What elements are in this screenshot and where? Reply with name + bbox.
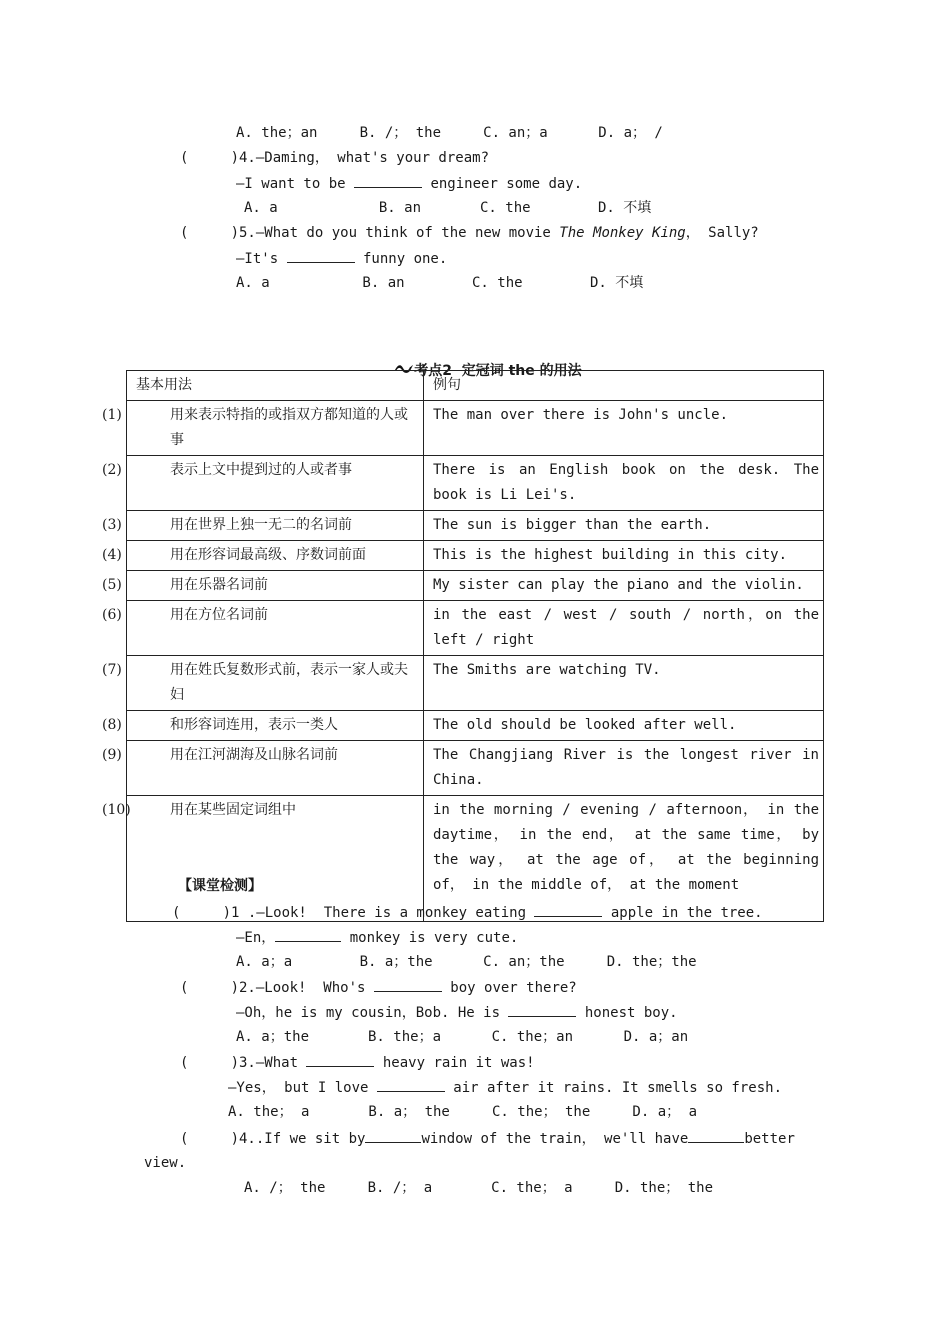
table-header-row [127, 371, 824, 401]
q5-line2: —It's funny one. [236, 248, 447, 269]
example-cell: There is an English book on the desk. The book is Li Lei's. [424, 456, 824, 511]
table-row: (7) 用在姓氏复数形式前，表示一家人或夫妇 The Smiths are watching TV. [127, 656, 824, 711]
check-title: 【课堂检测】 [178, 878, 262, 894]
q5-options: A. a B. an C. the D. 不填 [236, 275, 644, 291]
table-row: (3) 用在世界上独一无二的名词前 The sun is bigger than the earth. [127, 511, 824, 541]
check-q2-blank1[interactable] [374, 977, 442, 992]
the-usage-table [102, 370, 824, 922]
check-q3-stem: ( )3.—What heavy rain it was! [180, 1052, 535, 1073]
check-q4-blank2[interactable] [688, 1128, 744, 1143]
check-q4-stem: ( )4..If we sit by window of the train， we'll have better [180, 1128, 795, 1149]
example-cell: This is the highest building in this city. [424, 541, 824, 571]
check-q3-line2: —Yes， but I love air after it rains. It smells so fresh. [228, 1077, 782, 1098]
table-row: (6) 用在方位名词前 in the east / west / south / north，on the left / right [127, 601, 824, 656]
example-cell: The man over there is John's uncle. [424, 401, 824, 456]
q4-line2: —I want to be engineer some day. [236, 173, 582, 194]
example-cell: The old should be looked after well. [424, 711, 824, 741]
q4-options: A. a B. an C. the D. 不填 [244, 200, 652, 216]
check-q1-stem: ( )1 .—Look! There is a monkey eating apple in the tree. [172, 902, 763, 923]
header-example: 例句 [424, 371, 824, 401]
check-q2-blank2[interactable] [508, 1002, 576, 1017]
example-cell: The sun is bigger than the earth. [424, 511, 824, 541]
table-row: (2) 表示上文中提到过的人或者事 There is an English book on the desk. The book is Li Lei's. [127, 456, 824, 511]
example-cell: in the morning / evening / afternoon， in the daytime， in the end， at the same time， by the way， at the age of， at the beginning of， in the middle of， at the moment [424, 796, 824, 922]
example-cell: The Smiths are watching TV. [424, 656, 824, 711]
table-row: (10) 用在某些固定词组中 in the morning / evening / afternoon， in the daytime， in the end， at the same time， by the way， at the age of， at the beginning of， in the middle of， at the moment [127, 796, 824, 922]
header-usage: 基本用法 [127, 371, 424, 401]
table-row: (9) 用在江河湖海及山脉名词前 The Changjiang River is the longest river in China. [127, 741, 824, 796]
q4-stem: ( )4.—Daming， what's your dream? [180, 150, 490, 166]
check-q3-blank1[interactable] [306, 1052, 374, 1067]
example-cell: in the east / west / south / north，on the left / right [424, 601, 824, 656]
check-q3-blank2[interactable] [377, 1077, 445, 1092]
check-q4-options: A. /； the B. /； a C. the； a D. the； the [244, 1180, 714, 1196]
table-row: (4) 用在形容词最高级、序数词前面 This is the highest building in this city. [127, 541, 824, 571]
check-q2-options: A. a；the B. the；a C. the；an D. a；an [236, 1029, 689, 1045]
section2-heading: 考点2 定冠词 the 的用法 [365, 321, 582, 401]
check-q2-stem: ( )2.—Look! Who's boy over there? [180, 977, 577, 998]
prev-q3-options: A. the；an B. /； the C. an；a D. a； / [236, 125, 663, 141]
q5-blank[interactable] [287, 248, 355, 263]
check-q4-blank1[interactable] [365, 1128, 421, 1143]
table-row: (1) 用来表示特指的或指双方都知道的人或事 The man over there is John's uncle. [127, 401, 824, 456]
check-q1-blank2[interactable] [275, 927, 341, 942]
q4-blank[interactable] [354, 173, 422, 188]
movie-title: The Monkey King [559, 225, 686, 241]
check-q1-blank1[interactable] [534, 902, 602, 917]
q5-stem: ( )5.—What do you think of the new movie The Monkey King， Sally? [180, 225, 759, 241]
check-q1-line2: —En， monkey is very cute. [236, 927, 518, 948]
table-row: (5) 用在乐器名词前 My sister can play the piano and the violin. [127, 571, 824, 601]
example-cell: My sister can play the piano and the violin. [424, 571, 824, 601]
check-q3-options: A. the； a B. a； the C. the； the D. a； a [228, 1104, 698, 1120]
table-row: (8) 和形容词连用，表示一类人 The old should be looked after well. [127, 711, 824, 741]
check-q2-line2: —Oh，he is my cousin，Bob. He is honest boy. [236, 1002, 678, 1023]
check-q4-cont: view. [144, 1155, 187, 1171]
check-q1-options: A. a；a B. a；the C. an；the D. the；the [236, 954, 697, 970]
example-cell: The Changjiang River is the longest river in China. [424, 741, 824, 796]
